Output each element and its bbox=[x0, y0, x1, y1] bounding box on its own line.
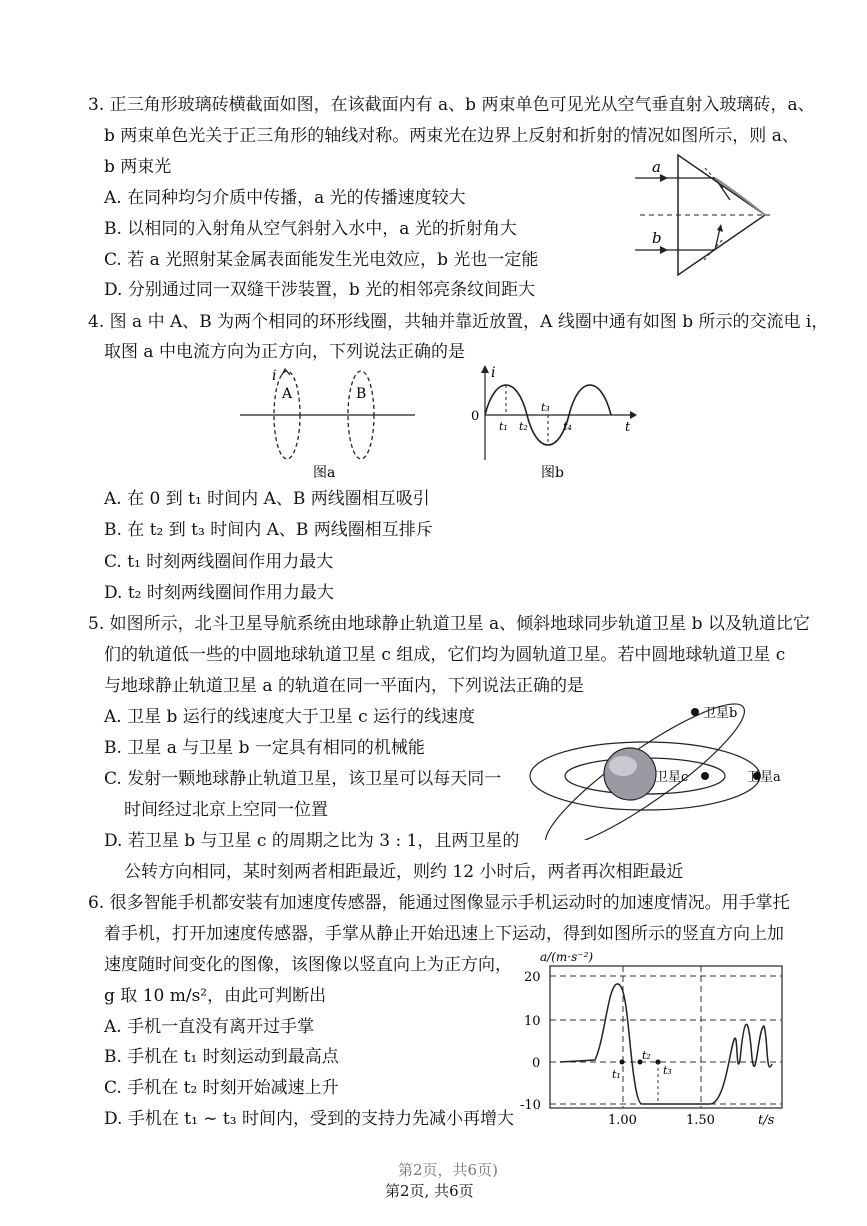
fig-b-t4-label: t₄ bbox=[563, 420, 572, 433]
q4-option-b: B. 在 t₂ 到 t₃ 时间内 A、B 两线圈相互排斥 bbox=[104, 520, 433, 540]
q6-t2-label: t₂ bbox=[642, 1049, 651, 1062]
q3-stem-line1: 3. 正三角形玻璃砖横截面如图，在该截面内有 a、b 两束单色可见光从空气垂直射入玻璃砖，a、 bbox=[88, 95, 815, 115]
q6-xlabel: t/s bbox=[758, 1113, 775, 1128]
q3-option-c: C. 若 a 光照射某金属表面能发生光电效应，b 光也一定能 bbox=[104, 250, 539, 270]
q5-option-b: B. 卫星 a 与卫星 b 一定具有相同的机械能 bbox=[104, 738, 425, 758]
q6-ytick-0: 0 bbox=[532, 1056, 541, 1071]
fig-b-time-axis-label: t bbox=[625, 420, 631, 435]
q6-xtick-1.50: 1.50 bbox=[686, 1113, 715, 1128]
q6-ytick-10: 10 bbox=[524, 1014, 541, 1029]
q6-stem-line3: 速度随时间变化的图像，该图像以竖直向上为正方向， bbox=[104, 955, 512, 975]
q6-ytick-20: 20 bbox=[524, 970, 541, 985]
q3-stem-line2: b 两束单色光关于正三角形的轴线对称。两束光在边界上反射和折射的情况如图所示，则 a、 bbox=[104, 126, 799, 146]
q5-stem-line3: 与地球静止轨道卫星 a 的轨道在同一平面内，下列说法正确的是 bbox=[104, 676, 584, 696]
q6-ytick-neg10: -10 bbox=[520, 1098, 541, 1113]
q6-xtick-1.00: 1.00 bbox=[608, 1113, 637, 1128]
fig-a-coil-b-label: B bbox=[356, 386, 367, 402]
q3-prism-figure bbox=[620, 150, 780, 280]
q6-stem-line1: 6. 很多智能手机都安装有加速度传感器，能通过图像显示手机运动时的加速度情况。用手掌托 bbox=[88, 893, 790, 913]
q4-figure-b bbox=[465, 365, 640, 485]
q4-stem-line1: 4. 图 a 中 A、B 为两个相同的环形线圈，共轴并靠近放置，A 线圈中通有如图 b 所示的交流电 i， bbox=[88, 312, 829, 332]
q3-option-b: B. 以相同的入射角从空气斜射入水中，a 光的折射角大 bbox=[104, 219, 517, 239]
q3-beam-a-label: a bbox=[652, 158, 661, 176]
q4-figure-a bbox=[235, 365, 420, 485]
q3-option-d: D. 分别通过同一双缝干涉装置，b 光的相邻亮条纹间距大 bbox=[104, 280, 536, 300]
page-number: 第2页, 共6页 bbox=[385, 1182, 474, 1200]
q6-t3-label: t₃ bbox=[663, 1064, 672, 1077]
fig-b-t1-label: t₁ bbox=[499, 420, 508, 433]
fig-a-coil-a-label: A bbox=[282, 386, 293, 402]
q6-option-a: A. 手机一直没有离开过手掌 bbox=[104, 1017, 315, 1037]
q5-option-d-line1: D. 若卫星 b 与卫星 c 的周期之比为 3 : 1，且两卫星的 bbox=[104, 831, 520, 851]
q6-stem-line2: 着手机，打开加速度传感器，手掌从静止开始迅速上下运动，得到如图所示的竖直方向上加 bbox=[104, 924, 784, 944]
q5-option-c-line2: 时间经过北京上空同一位置 bbox=[124, 800, 328, 820]
q5-satellite-a-label: 卫星a bbox=[747, 770, 781, 785]
q4-option-c: C. t₁ 时刻两线圈间作用力最大 bbox=[104, 552, 334, 572]
q5-orbit-figure bbox=[525, 700, 795, 840]
q6-acceleration-chart bbox=[520, 948, 790, 1130]
q4-option-a: A. 在 0 到 t₁ 时间内 A、B 两线圈相互吸引 bbox=[104, 489, 430, 509]
q3-stem-line3: b 两束光 bbox=[104, 157, 172, 177]
q5-satellite-b-label: 卫星b bbox=[703, 706, 738, 721]
fig-b-current-label: i bbox=[491, 365, 496, 381]
q5-stem-line1: 5. 如图所示，北斗卫星导航系统由地球静止轨道卫星 a、倾斜地球同步轨道卫星 b 以及轨道比它 bbox=[88, 614, 810, 634]
q4-option-d: D. t₂ 时刻两线圈间作用力最大 bbox=[104, 583, 334, 603]
q5-option-d-line2: 公转方向相同，某时刻两者相距最近，则约 12 小时后，两者再次相距最近 bbox=[124, 862, 684, 882]
footer-faded-text: 第2页，共6页) bbox=[398, 1161, 498, 1179]
fig-b-origin-label: 0 bbox=[471, 409, 480, 424]
q6-option-c: C. 手机在 t₂ 时刻开始减速上升 bbox=[104, 1078, 339, 1098]
q5-option-c-line1: C. 发射一颗地球静止轨道卫星，该卫星可以每天同一 bbox=[104, 769, 502, 789]
fig-b-t2-label: t₂ bbox=[519, 420, 528, 433]
fig-a-current-label: i bbox=[272, 368, 277, 384]
q4-stem-line2: 取图 a 中电流方向为正方向，下列说法正确的是 bbox=[104, 342, 465, 362]
q6-t1-label: t₁ bbox=[612, 1068, 621, 1081]
q6-ylabel: a/(m·s⁻²) bbox=[540, 950, 594, 964]
q5-satellite-c-label: 卫星c bbox=[655, 770, 689, 785]
q5-option-a: A. 卫星 b 运行的线速度大于卫星 c 运行的线速度 bbox=[104, 707, 476, 727]
q6-option-d: D. 手机在 t₁ ~ t₃ 时间内，受到的支持力先减小再增大 bbox=[104, 1109, 514, 1129]
q3-beam-b-label: b bbox=[652, 229, 662, 247]
q3-option-a: A. 在同种均匀介质中传播，a 光的传播速度较大 bbox=[104, 188, 466, 208]
q6-stem-line4: g 取 10 m/s²，由此可判断出 bbox=[104, 986, 327, 1006]
fig-a-caption: 图a bbox=[313, 465, 336, 481]
fig-b-caption: 图b bbox=[541, 465, 564, 481]
fig-b-t3-label: t₃ bbox=[541, 401, 550, 414]
q6-option-b: B. 手机在 t₁ 时刻运动到最高点 bbox=[104, 1047, 339, 1067]
q5-stem-line2: 们的轨道低一些的中圆地球轨道卫星 c 组成，它们均为圆轨道卫星。若中圆地球轨道卫星 c bbox=[104, 645, 786, 665]
